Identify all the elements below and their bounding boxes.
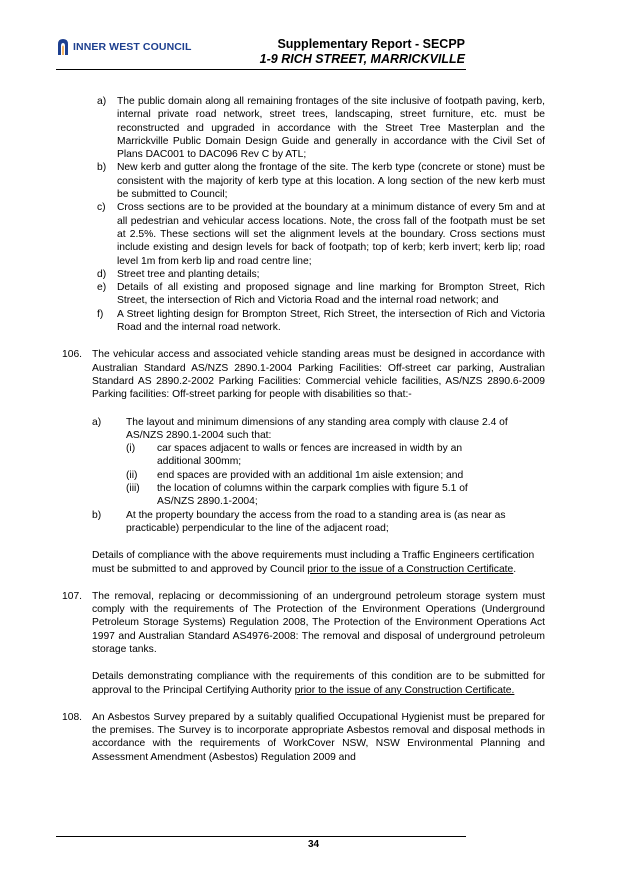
list-item-label: f) <box>97 308 104 320</box>
condition-text: The vehicular access and associated vehicle standing areas must be designed in accordance with Australian Standard AS/NZS 2890.1-2004 Parking Facilities: Off-street car parking, Australian Standard AS 2890.2-2002 Parking Facilities: Commercial vehicle facilities, AS/NZS 2890.6-2009 Parking facilities: Off-street parking for people with disabilities so that:- <box>92 349 545 401</box>
condition-text: The removal, replacing or decommissioning of an underground petroleum storage system must comply with the requirements of The Protection of the Environment Operations (Underground Petroleum Storage Systems) Regulation 2008, The Protection of the Environment Operations Act 1997 and Australian Standard AS4976-2008: The removal and disposal of underground petroleum storage tanks. <box>92 590 545 655</box>
roman-list-text: car spaces adjacent to walls or fences are increased in width by an additional 300mm; <box>157 443 463 468</box>
list-item-text: A Street lighting design for Brompton Street, Rich Street, the intersection of Rich and Victoria Road and the internal road network. <box>117 308 545 334</box>
list-item-label: e) <box>97 282 107 294</box>
item-label: a) <box>92 416 102 428</box>
condition-106 <box>0 348 545 401</box>
condition-number: 108. <box>62 711 83 723</box>
list-item-text: Details of all existing and proposed signage and line marking for Brompton Street, Rich Street, the intersection of Rich and Victoria Road and the internal road network; and <box>117 282 545 307</box>
list-item-label: a) <box>97 96 107 107</box>
roman-list-label: (iii) <box>126 483 140 495</box>
item-text: At the property boundary the access from the road to a standing area is (as near as practicable) perpendicular to the line of the adjacent road; <box>126 509 506 534</box>
document-body <box>0 95 627 764</box>
council-logo <box>56 37 191 57</box>
list-item-label: c) <box>97 202 106 214</box>
report-title: Supplementary Report - SECPP <box>277 37 465 51</box>
list-item <box>0 268 545 281</box>
header-rule <box>56 69 466 70</box>
condition-105-sublist <box>0 95 627 334</box>
details-end: . <box>513 563 517 575</box>
condition-107 <box>0 590 545 656</box>
report-header <box>200 37 465 69</box>
details-text: Details demonstrating compliance with the requirements of this condition are to be submitted for approval to the Principal Certifying Authority <box>92 671 545 696</box>
condition-number: 107. <box>62 590 83 602</box>
roman-list-text: end spaces are provided with an additional 1m aisle extension; and <box>157 469 464 481</box>
roman-list-item <box>0 482 507 509</box>
condition-106-details <box>0 549 545 576</box>
condition-107-details <box>0 670 545 697</box>
item-text: The layout and minimum dimensions of any standing area comply with clause 2.4 of AS/NZS 2890.1-2004 such that: <box>126 416 508 441</box>
list-item <box>0 95 545 161</box>
page-number: 34 <box>307 839 320 850</box>
condition-108 <box>0 711 545 764</box>
list-item-label: d) <box>97 268 107 280</box>
list-item <box>0 201 545 267</box>
list-item-label: b) <box>97 162 107 174</box>
council-logo-icon <box>56 38 70 56</box>
roman-list-text: the location of columns within the carpark complies with figure 5.1 of AS/NZS 2890.1-2004; <box>157 483 468 508</box>
list-item <box>0 308 545 335</box>
roman-list-label: (i) <box>126 443 136 455</box>
logo-text: INNER WEST COUNCIL <box>73 41 192 53</box>
condition-106-item-b <box>0 509 544 536</box>
list-item-text: New kerb and gutter along the frontage of the site. The kerb type (concrete or stone) must be consistent with the majority of kerb type at this location. A long section of the new kerb must be submitted to Council; <box>117 162 545 201</box>
condition-106-item-a <box>0 416 544 443</box>
condition-text: An Asbestos Survey prepared by a suitably qualified Occupational Hygienist must be prepared for the premises. The Survey is to incorporate appropriate Asbestos removal and disposal methods in accordance with the requirements of WorkCover NSW, NSW Environmental Planning and Assessment Amendment (Asbestos) Regulation 2009 and <box>92 711 545 763</box>
report-subtitle: 1-9 RICH STREET, MARRICKVILLE <box>259 52 465 66</box>
list-item <box>0 161 545 201</box>
footer-rule <box>56 836 466 837</box>
list-item <box>0 281 545 308</box>
roman-list-item <box>0 442 507 469</box>
item-label: b) <box>92 509 102 521</box>
details-text: Details of compliance with the above requirements must including a Traffic Engineers certification must be submitted to and approved by Council <box>92 550 535 575</box>
condition-106-roman-list <box>0 442 627 508</box>
roman-list-label: (ii) <box>126 469 138 481</box>
condition-number: 106. <box>62 349 83 361</box>
list-item-text: The public domain along all remaining frontages of the site inclusive of footpath paving, kerb, internal private road network, street trees, landscaping, street furniture, etc. must be reconstructed and upgraded in accordance with the Street Tree Masterplan and the Marrickville Public Domain Design Guide and generally in accordance with the Civil Set of Plans DAC001 to DAC096 Rev C by ATL; <box>117 96 545 161</box>
list-item-text: Street tree and planting details; <box>117 268 260 280</box>
details-deadline: prior to the issue of a Construction Certificate <box>307 563 514 575</box>
list-item-text: Cross sections are to be provided at the boundary at a minimum distance of every 5m and at all pedestrian and vehicular access locations. Note, the cross fall of the footpath must be set at 2.5%. These sections will set the alignment levels at the boundary. Cross sections must include existing and design levels for back of footpath; top of kerb; kerb invert; kerb lip; road level 1m from kerb lip and road centre line; <box>117 202 545 267</box>
roman-list-item <box>0 469 507 482</box>
details-deadline: prior to the issue of any Construction Certificate. <box>294 684 515 696</box>
